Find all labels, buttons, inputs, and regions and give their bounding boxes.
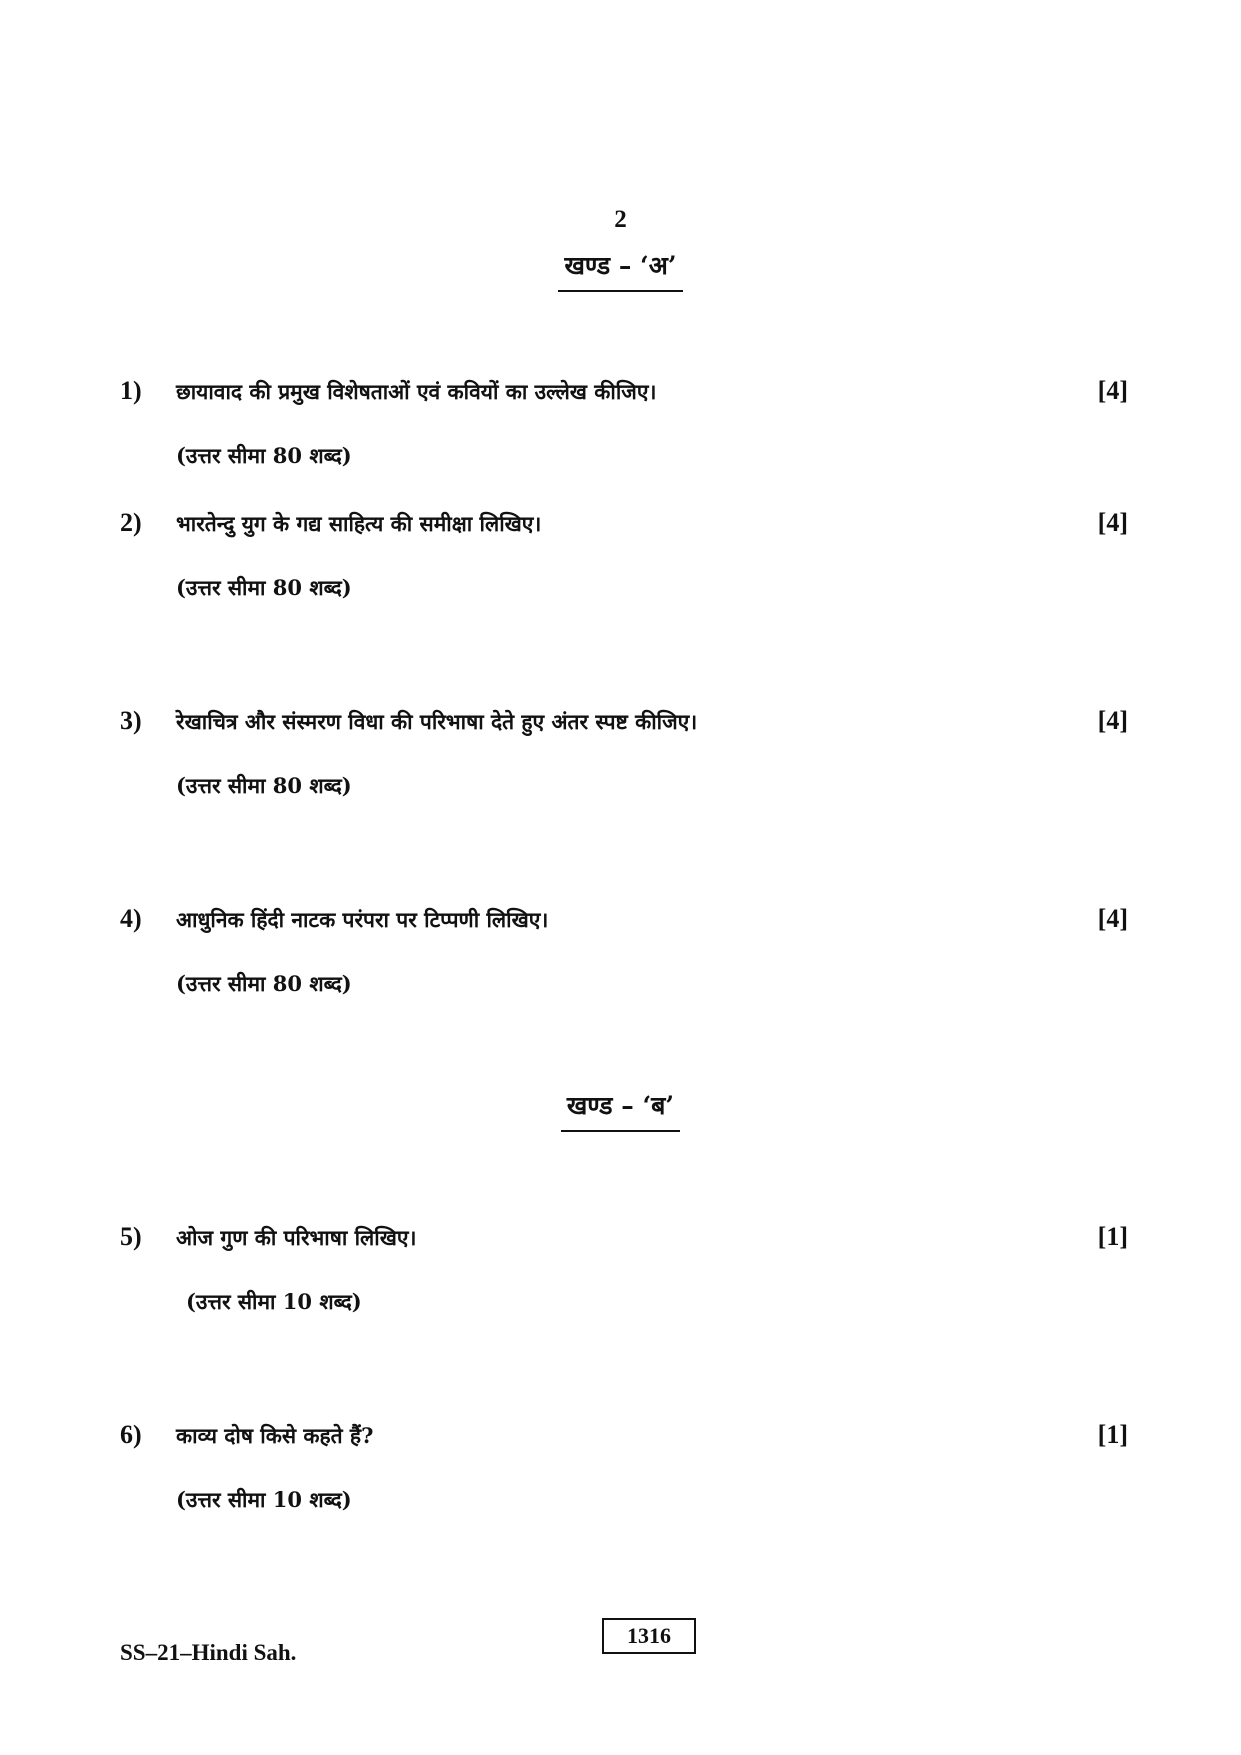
section-heading-a: [0, 248, 1241, 292]
section-heading-b-text: खण्ड – ‘ब’: [561, 1088, 680, 1132]
question-4: [0, 904, 1241, 1024]
question-marks: [4]: [1097, 376, 1128, 405]
question-number: 4): [120, 904, 142, 933]
answer-limit: (उत्तर सीमा 80 शब्द): [176, 773, 352, 798]
question-5: [0, 1222, 1241, 1342]
question-number: 2): [120, 508, 142, 537]
question-number: 6): [120, 1420, 142, 1449]
question-number: 5): [120, 1222, 142, 1251]
answer-limit: (उत्तर सीमा 80 शब्द): [176, 971, 352, 996]
question-text: काव्य दोष किसे कहते हैं?: [176, 1423, 374, 1448]
page-number: 2: [614, 206, 627, 233]
question-marks: [4]: [1097, 508, 1128, 537]
page-code-box: 1316: [602, 1618, 696, 1654]
question-text: भारतेन्दु युग के गद्य साहित्य की समीक्षा लिखिए।: [176, 511, 542, 536]
question-marks: [1]: [1097, 1222, 1128, 1251]
question-marks: [1]: [1097, 1420, 1128, 1449]
question-2: [0, 508, 1241, 628]
question-text: आधुनिक हिंदी नाटक परंपरा पर टिप्पणी लिखिए।: [176, 907, 549, 932]
question-text: रेखाचित्र और संस्मरण विधा की परिभाषा देते हुए अंतर स्पष्ट कीजिए।: [176, 709, 698, 734]
question-marks: [4]: [1097, 904, 1128, 933]
question-6: [0, 1420, 1241, 1540]
question-number: 1): [120, 376, 142, 405]
question-text: छायावाद की प्रमुख विशेषताओं एवं कवियों का उल्लेख कीजिए।: [176, 379, 657, 404]
question-text: ओज गुण की परिभाषा लिखिए।: [176, 1225, 417, 1250]
answer-limit: (उत्तर सीमा 80 शब्द): [176, 575, 352, 600]
section-heading-a-text: खण्ड – ‘अ’: [558, 248, 682, 292]
section-heading-b: [0, 1088, 1241, 1132]
answer-limit: (उत्तर सीमा 80 शब्द): [176, 443, 352, 468]
question-marks: [4]: [1097, 706, 1128, 735]
answer-limit: (उत्तर सीमा 10 शब्द): [186, 1289, 362, 1314]
answer-limit: (उत्तर सीमा 10 शब्द): [176, 1487, 352, 1512]
question-1: [0, 376, 1241, 496]
paper-code: SS–21–Hindi Sah.: [120, 1640, 297, 1665]
question-3: [0, 706, 1241, 826]
question-number: 3): [120, 706, 142, 735]
